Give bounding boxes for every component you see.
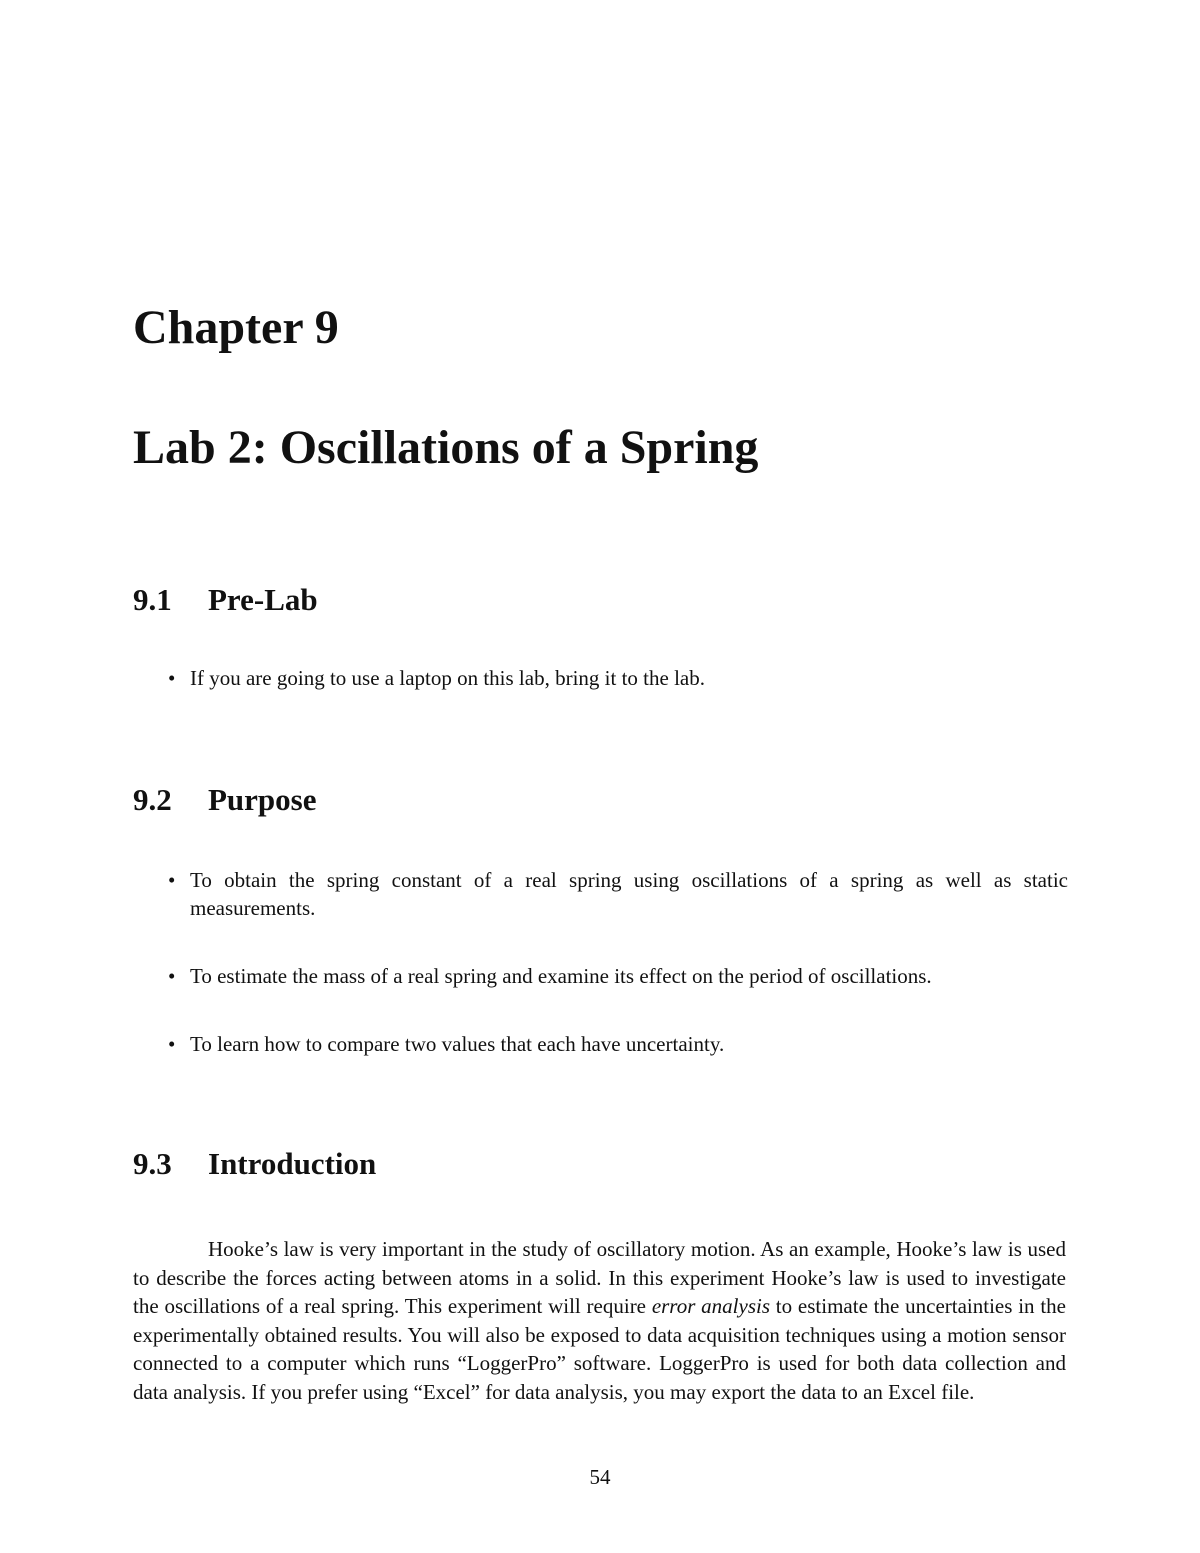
list-item: [168, 1030, 1068, 1058]
section-number: 9.3: [133, 1146, 172, 1181]
page-number: 54: [589, 1465, 611, 1489]
list-item-text: To obtain the spring constant of a real spring using oscillations of a spring as well as static measurements.: [190, 868, 1068, 920]
bullet-icon: •: [168, 666, 176, 690]
list-item: [168, 866, 1068, 922]
list-item-text: To learn how to compare two values that each have uncertainty.: [190, 1032, 725, 1056]
list-item-text: To estimate the mass of a real spring and examine its effect on the period of oscillations.: [190, 964, 932, 988]
introduction-paragraph: [133, 1235, 1066, 1406]
list-item-text: If you are going to use a laptop on this lab, bring it to the lab.: [190, 666, 705, 690]
section-title: Introduction: [208, 1146, 377, 1181]
section-heading-prelab: [133, 582, 318, 618]
emphasized-term: error analysis: [651, 1294, 770, 1318]
section-number: 9.1: [133, 582, 172, 617]
chapter-label: Chapter 9: [133, 301, 339, 354]
section-heading-introduction: [133, 1146, 376, 1182]
section-heading-purpose: [133, 782, 317, 818]
chapter-title: Lab 2: Oscillations of a Spring: [133, 421, 759, 474]
bullet-icon: •: [168, 964, 176, 988]
paragraph-text: Hooke’s law is very important in the study of oscillatory motion. As an example, Hooke’s law is used to describe the forces acting between atoms in a solid. In this experiment Hooke’s law is used to investigate the oscillations of a real spring. This experiment will require: [133, 1237, 1066, 1318]
list-item: [168, 664, 1068, 692]
section-number: 9.2: [133, 782, 172, 817]
prelab-bullet-list: [168, 664, 1068, 692]
list-item: [168, 962, 1068, 990]
bullet-icon: •: [168, 868, 176, 892]
paragraph-text: to estimate the uncertainties in the experimentally obtained results. You will also be exposed to data acquisition techniques using a motion sensor connected to a computer which runs “LoggerPro” software. LoggerPro is used for both data collection and data analysis. If you prefer using “Excel” for data analysis, you may export the data to an Excel file.: [133, 1294, 1066, 1404]
bullet-icon: •: [168, 1032, 176, 1056]
section-title: Purpose: [208, 782, 317, 817]
purpose-bullet-list: [168, 866, 1068, 1058]
section-title: Pre-Lab: [208, 582, 318, 617]
